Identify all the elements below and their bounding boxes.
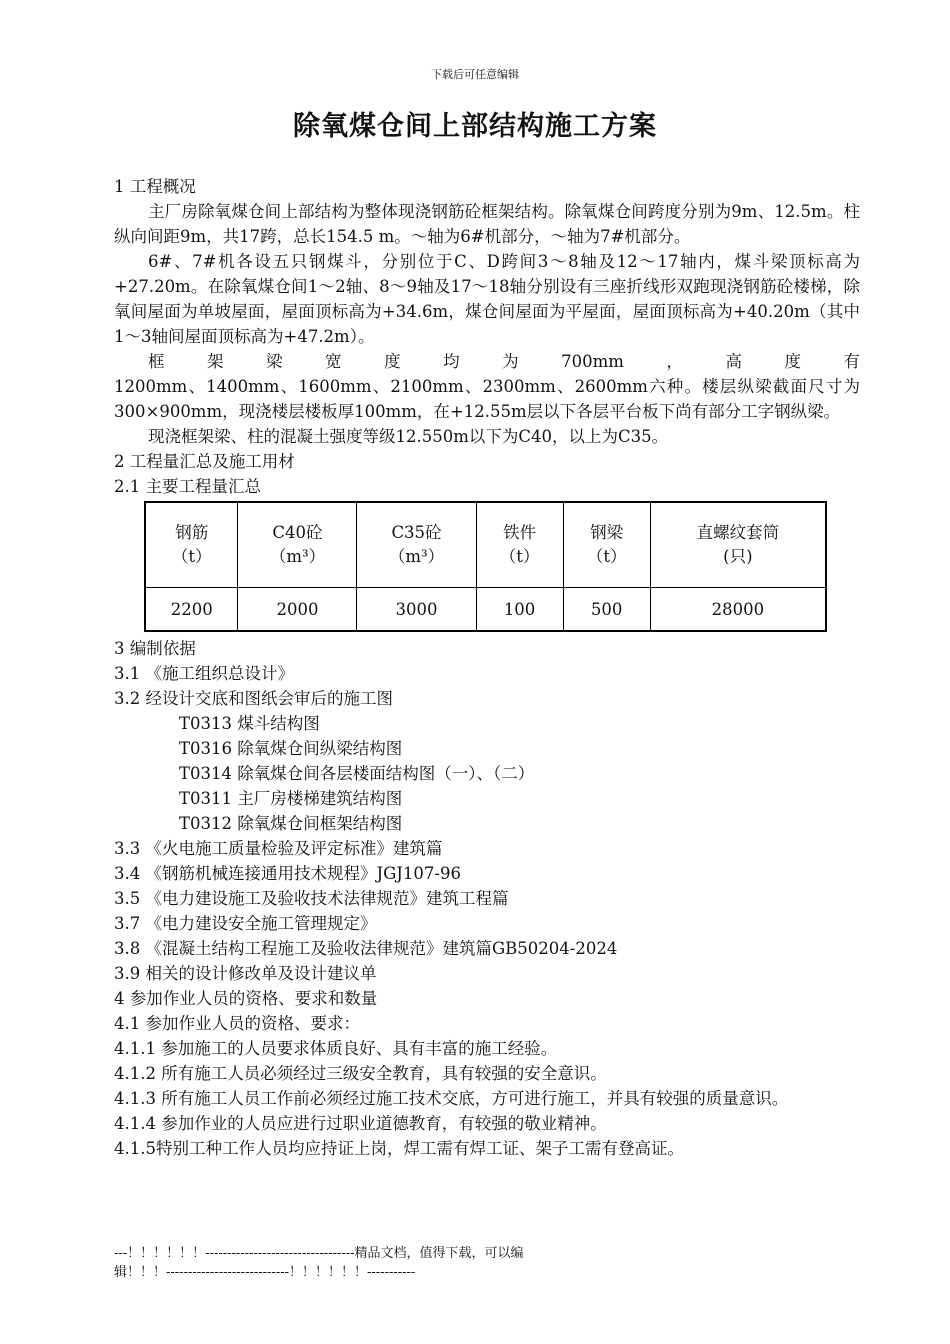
document-body: [114, 174, 860, 1161]
table-cell: 28000: [650, 588, 826, 632]
list-item: 4.1.1 参加施工的人员要求体质良好、具有丰富的施工经验。: [114, 1039, 558, 1058]
paragraph: 1200mm、1400mm、1600mm、2100mm、2300mm、2600mm六种。楼层纵梁截面尺寸为300×900mm，现浇楼层楼板厚100mm，在+12.55m层以下各层平台板下尚有部分工字钢纵梁。: [114, 377, 860, 421]
list-item: 3.8 《混凝土结构工程施工及验收法律规范》建筑篇GB50204-2024: [114, 939, 618, 958]
list-item: 4.1.4 参加作业的人员应进行过职业道德教育，有较强的敬业精神。: [114, 1114, 607, 1133]
paragraph: 主厂房除氧煤仓间上部结构为整体现浇钢筋砼框架结构。除氧煤仓间跨度分别为9m、12.5m。柱纵向间距9m，共17跨，总长154.5 m。～轴为6#机部分，～轴为7#机部分。: [114, 202, 860, 246]
drawing-item: T0312 除氧煤仓间框架结构图: [179, 814, 403, 833]
list-item: 4.1.2 所有施工人员必须经过三级安全教育，具有较强的安全意识。: [114, 1064, 607, 1083]
drawing-item: T0314 除氧煤仓间各层楼面结构图（一）、（二）: [179, 764, 535, 783]
header-note: 下载后可任意编辑: [431, 68, 519, 81]
footer-line: 辑！！！----------------------------！！！！！！-----------: [114, 1265, 416, 1280]
drawing-item: T0316 除氧煤仓间纵梁结构图: [179, 739, 403, 758]
quantity-table: [144, 501, 827, 632]
list-item: 3.2 经设计交底和图纸会审后的施工图: [114, 689, 393, 708]
subsection-heading: 2.1 主要工程量汇总: [114, 477, 261, 496]
table-header-cell: C35砼 （m³）: [357, 502, 476, 588]
footer-line: ---！！！！！！----------------------------------精品文档，值得下载，可以编: [114, 1246, 524, 1261]
list-item: 3.7 《电力建设安全施工管理规定》: [114, 914, 377, 933]
table-cell: 3000: [357, 588, 476, 632]
paragraph: 6#、7#机各设五只钢煤斗，分别位于C、D跨间3～8轴及12～17轴内，煤斗梁顶标高为+27.20m。在除氧煤仓间1～2轴、8～9轴及17～18轴分别设有三座折线形双跑现浇钢筋砼楼梯，除氧间屋面为单坡屋面，屋面顶标高为+34.6m，煤仓间屋面为平屋面，屋面顶标高为+40.20m（其中1～3轴间屋面顶标高为+47.2m）。: [114, 252, 860, 346]
subsection-heading: 4.1 参加作业人员的资格、要求：: [114, 1014, 360, 1033]
table-header-cell: 直螺纹套筒 (只): [650, 502, 826, 588]
table-row: [145, 588, 826, 632]
table-cell: 500: [563, 588, 650, 632]
table-header-row: [145, 502, 826, 588]
section-1-heading: 1 工程概况: [114, 177, 196, 196]
list-item: 4.1.3 所有施工人员工作前必须经过施工技术交底，方可进行施工，并具有较强的质量意识。: [114, 1089, 789, 1108]
table-cell: 100: [476, 588, 563, 632]
paragraph: 现浇框架梁、柱的混凝土强度等级12.550m以下为C40，以上为C35。: [148, 427, 669, 446]
section-2-heading: 2 工程量汇总及施工用材: [114, 452, 295, 471]
table-header-cell: 钢筋 （t）: [145, 502, 238, 588]
footer-note: [114, 1244, 584, 1282]
section-4-heading: 4 参加作业人员的资格、要求和数量: [114, 989, 378, 1008]
table-cell: 2200: [145, 588, 238, 632]
list-item: 3.3 《火电施工质量检验及评定标准》建筑篇: [114, 839, 443, 858]
list-item: 3.1 《施工组织总设计》: [114, 664, 294, 683]
document-title: 除氧煤仓间上部结构施工方案: [293, 111, 657, 142]
list-item: 3.5 《电力建设施工及验收技术法律规范》建筑工程篇: [114, 889, 509, 908]
list-item: 4.1.5特别工种工作人员均应持证上岗，焊工需有焊工证、架子工需有登高证。: [114, 1139, 684, 1158]
paragraph-line: 框架梁宽度均为700mm，高度有: [148, 352, 860, 371]
drawing-item: T0313 煤斗结构图: [179, 714, 320, 733]
table-header-cell: 铁件 （t）: [476, 502, 563, 588]
table-cell: 2000: [238, 588, 357, 632]
drawing-item: T0311 主厂房楼梯建筑结构图: [179, 789, 403, 808]
section-3-heading: 3 编制依据: [114, 639, 196, 658]
table-header-cell: C40砼 （m³）: [238, 502, 357, 588]
table-header-cell: 钢梁 （t）: [563, 502, 650, 588]
list-item: 3.9 相关的设计修改单及设计建议单: [114, 964, 377, 983]
list-item: 3.4 《钢筋机械连接通用技术规程》JGJ107-96: [114, 864, 461, 883]
